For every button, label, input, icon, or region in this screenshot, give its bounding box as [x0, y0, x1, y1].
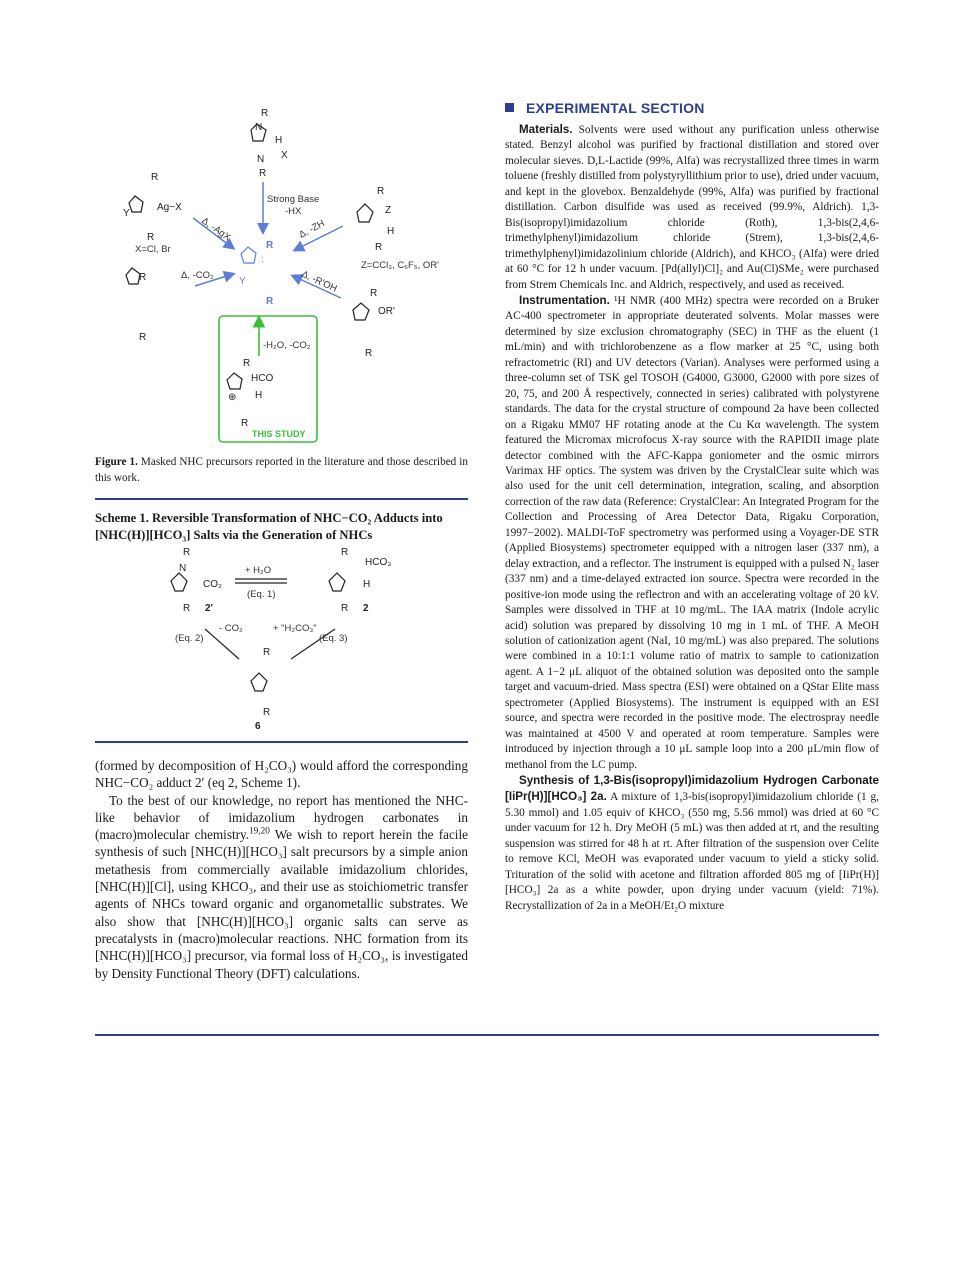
s-hco3: HCO₃ — [365, 557, 392, 568]
left-paragraph-2-ref: 19,20 — [249, 825, 270, 836]
instrumentation-body: ¹H NMR (400 MHz) spectra were recorded on a Bruker AC-400 spectrometer in appropriate deuterated solvents. Molar masses were determined by size exclusion chromatography (SEC) in THF as the eluent (1 mL/min) and with trichlorobenzene as a flow marker at 25 °C, using both refractometric (RI) and UV detectors (Varian). Analyses were performed using a three-column set of TSK gel TOSOH (G4000, G3000, G2000 with pore sizes of 20, 75, and 200 Å respectively, connected in series) calibrated with polystyrene standards. The data for the crystal structure of compound 2a have been collected on a Rigaku MM07 HF rotating anode at the Cu Kα wavelength. The system featured the Micromax microfocus X-ray source with the RAPIDII image plate detector combined with the AFC-Kappa goniometer and the osmic mirrors Varimax HF optics. The system was driven by the CrystalClear suite which was also used for the unit cell determination, integration, scaling, and absorption correction of the raw data (Reference: CrystalClear: An Integrated Program for the Collection and Processing of Area Detector Data, Rigaku Corporation, 1997−2002). MALDI-ToF spectrometry was performed using a Voyager-DE STR (Applied Biosystems) spectrometer equipped with a nitrogen laser (337 nm), a delay extraction, and a reflector. The instrument is equipped with a pulsed N₂ laser (337 nm) and a time-delayed extracted ion source. Spectra were recorded in the positive-ion mode using the reflectron and with an accelerating voltage of 20 kV. Samples were dissolved in THF at 10 mg/mL. The IAA matrix (Indole acrylic acid) solution was prepared by dissolving 10 mg in 1 mL of THF. A MeOH solution of cationization agent (NaI, 10 mg/mL) was also prepared. The solutions were combined in a 10:1:1 volume ratio of matrix to sample to cationization agent. A 1−2 μL aliquot of the obtained solution was deposited onto the sample target and vacuum-dried. Mass spectra (ESI) were obtained on a QStar Elite mass spectrometer (Applied Biosystems). The instrument is equipped with an ESI source, and spectra were recorded in the positive mode. The electrospray needle was maintained at 4500 V and operated at room temperature. Samples were introduced by injection through a 10 μL sample loop into a 200 μL/min flow of methanol from the LC pump. — [505, 294, 879, 771]
scheme-1-title — [95, 510, 468, 543]
atom-top-r2: R — [259, 168, 267, 179]
s-eq1: (Eq. 1) — [247, 589, 276, 600]
s-eq3: (Eq. 3) — [319, 633, 348, 644]
s-atom-h: H — [363, 579, 371, 590]
atom-right-r2: R — [375, 242, 383, 253]
atom-left-ag: Ag−X — [157, 202, 182, 213]
label-minus-roh: Δ, -R'OH — [299, 268, 339, 295]
atom-carbox-r2: R — [139, 332, 147, 343]
section-title: EXPERIMENTAL SECTION — [526, 100, 705, 116]
left-body-text — [95, 757, 468, 982]
ring-left-cluster — [129, 196, 143, 212]
label-this-study: THIS STUDY — [252, 429, 306, 439]
atom-left-r2: R — [147, 232, 155, 243]
scheme-bottom-rule — [95, 741, 468, 743]
s-atom-r4: R — [341, 603, 349, 614]
atom-bic-r2: R — [241, 418, 249, 429]
s-atom-r3: R — [341, 547, 349, 558]
scheme-1-label: Scheme 1. — [95, 511, 149, 525]
figure-1-caption — [95, 455, 468, 486]
scheme-1-drawing — [95, 543, 468, 741]
atom-center-r2: R — [266, 296, 274, 307]
scheme-1 — [95, 543, 468, 741]
synthesis-paragraph — [505, 773, 879, 914]
s-atom-n1: N — [179, 563, 187, 574]
s-plus-h2co3: + "H₂CO₃" — [273, 623, 317, 634]
atom-top-h: H — [275, 135, 283, 146]
ring-2 — [329, 573, 345, 591]
left-paragraph-1: (formed by decomposition of H₂CO₃) would afford the corresponding NHC−CO₂ adduct 2′ (eq 2, Scheme 1). — [95, 758, 468, 791]
experimental-section-heading — [505, 100, 879, 116]
atom-labels — [123, 108, 395, 429]
atom-center-r: R — [266, 240, 274, 251]
atom-right-r: R — [377, 186, 385, 197]
s-eq2: (Eq. 2) — [175, 633, 204, 644]
ring-right-ester — [353, 303, 369, 320]
section-square-icon — [505, 103, 514, 112]
atom-left-r: R — [151, 172, 159, 183]
s-atom-r1: R — [183, 547, 191, 558]
label-agx-note: X=Cl, Br — [135, 244, 171, 255]
s-minus-co2: - CO₂ — [219, 623, 243, 634]
materials-heading: Materials. — [519, 123, 573, 136]
ring-2prime — [171, 573, 187, 591]
right-column — [505, 100, 879, 914]
atom-top-n1: N — [255, 122, 263, 133]
atom-bic-h: H — [255, 390, 263, 401]
atom-ester-r2: R — [365, 348, 373, 359]
instrumentation-paragraph — [505, 293, 879, 773]
figure-1 — [95, 100, 468, 455]
label-minus-co2: Δ, -CO₂ — [181, 270, 214, 281]
ring-left-carboxylate — [126, 268, 140, 284]
figure-1-caption-label: Figure 1. — [95, 456, 138, 468]
atom-top-n2: N — [257, 154, 265, 165]
label-z-note: Z=CCl₃, C₆F₅, OR' — [361, 260, 439, 271]
materials-body: Solvents were used without any purification unless otherwise stated. Benzyl alcohol was purified by fractional distillation and stored over molecular sieves. D,L-Lactide (99%, Alfa) was recrystallized three times in warm toluene (freshly distilled from polystyryllithium prior to use), dried under vacuum, and kept in the glovebox. Benzaldehyde (99%, Alfa) was purified by fractional distillation. Carbon disulfide was used as received (99.9%, Aldrich). 1,3-Bis(isopropyl)imidazolium chloride (Roth), 1,3-bis(2,4,6-trimethylphenyl)imidazolium chloride (Strem), 1,3-bis(2,4,6-trimethylphenyl)imidazolinium chloride (Aldrich), and KHCO₃ (Alfa) were dried at 60 °C for 12 h under vacuum. [Pd(allyl)Cl]₂ and Au(Cl)SMe₂ were purchased from Strem Chemicals Inc. and Aldrich, respectively, and used as received. — [505, 124, 879, 291]
ring-6 — [251, 673, 267, 691]
left-paragraph-2-a: To the best of our knowledge, no report has mentioned the NHC-like behavior of imidazolium hydrogen carbonates in (macro)molecular chemistry. — [95, 792, 468, 843]
s-plus-h2o: + H₂O — [245, 565, 272, 576]
s-atom-r2: R — [183, 603, 191, 614]
atom-top-r: R — [261, 108, 269, 119]
atom-right-h: H — [387, 226, 395, 237]
s-cmpd-2: 2 — [363, 603, 369, 614]
right-body-text — [505, 122, 879, 914]
s-atom-r6: R — [263, 707, 271, 718]
scheme-1-text: Reversible Transformation of NHC−CO₂ Adducts into [NHC(H)][HCO₃] Salts via the Generation of NHCs — [95, 511, 443, 542]
instrumentation-heading: Instrumentation. — [519, 293, 610, 307]
label-minus-zh: Δ, -ZH — [297, 218, 327, 241]
page-bottom-rule — [95, 1034, 879, 1036]
synthesis-body: A mixture of 1,3-bis(isopropyl)imidazolium chloride (1 g, 5.30 mmol) and 1.05 equiv of KHCO₃ (550 mg, 5.56 mmol) was dried at 60 °C under vacuum for 12 h. Dry MeOH (5 mL) was then added at rt, and the resulting suspension was stirred for 48 h at rt. After filtration of the suspension over Celite to remove KCl, MeOH was evaporated under vacuum to yield a sticky solid. Trituration of the solid with acetone and filtration afforded 805 mg of [IiPr(H)][HCO₃] 2a as a white powder, upon drying under vacuum (yield: 71%). Recrystallization of 2a in a MeOH/Et₂O mixture — [505, 791, 880, 912]
reaction-labels — [135, 194, 439, 351]
atom-bic-r: R — [243, 358, 251, 369]
left-column — [95, 100, 468, 982]
atom-right-z: Z — [385, 205, 392, 216]
label-minus-hx: -HX — [285, 206, 302, 217]
atom-ester-r: R — [370, 288, 378, 299]
figure-1-drawing — [95, 100, 468, 455]
materials-paragraph — [505, 122, 879, 293]
scheme-top-rule — [95, 498, 468, 500]
ring-center — [241, 247, 256, 263]
left-paragraph-2-b: We wish to report herein the facile synthesis of such [NHC(H)][HCO₃] salt precursors by a simple anion metathesis from commercially available imidazolium chlorides, [NHC(H)][Cl], using KHCO₃, and their use as stoichiometric transfer agents of NHCs toward organic and organometallic substrates. We also show that [NHC(H)][HCO₃] organic salts can serve as precatalysts in (macro)molecular reactions. NHC formation from its [NHC(H)][HCO₃] precursor, via formal loss of H₂CO₃, is investigated by Density Functional Theory (DFT) calculations. — [95, 827, 468, 981]
label-strong-base: Strong Base — [267, 194, 320, 205]
atom-ester-or: OR' — [378, 306, 395, 317]
atom-carbox-r: R — [139, 272, 147, 283]
label-minus-h2o-co2: -H₂O, -CO₂ — [263, 340, 311, 351]
synthesis-heading: Synthesis of 1,3-Bis(isopropyl)imidazolium Hydrogen Carbonate [IiPr(H)][HCO₃] 2a. — [505, 774, 879, 804]
atom-top-x: X — [281, 150, 288, 161]
s-cmpd-2p: 2' — [205, 603, 213, 614]
label-minus-agx: Δ, -AgX — [199, 215, 233, 244]
atom-left-y: Y — [123, 208, 130, 219]
ring-right-cluster — [357, 204, 373, 222]
figure-1-caption-text: Masked NHC precursors reported in the literature and those described in this work. — [95, 456, 468, 484]
atom-center-carbene: : — [261, 254, 264, 265]
ring-bicarbonate — [227, 373, 242, 389]
s-co2: CO₂ — [203, 579, 222, 590]
atom-center-y: Y — [239, 276, 246, 287]
s-atom-r5: R — [263, 647, 271, 658]
atom-bic-charge: ⊕ — [228, 392, 237, 403]
s-cmpd-6: 6 — [255, 721, 261, 732]
left-paragraph-2 — [95, 792, 468, 982]
atom-bic-hco3: HCO — [251, 373, 274, 384]
